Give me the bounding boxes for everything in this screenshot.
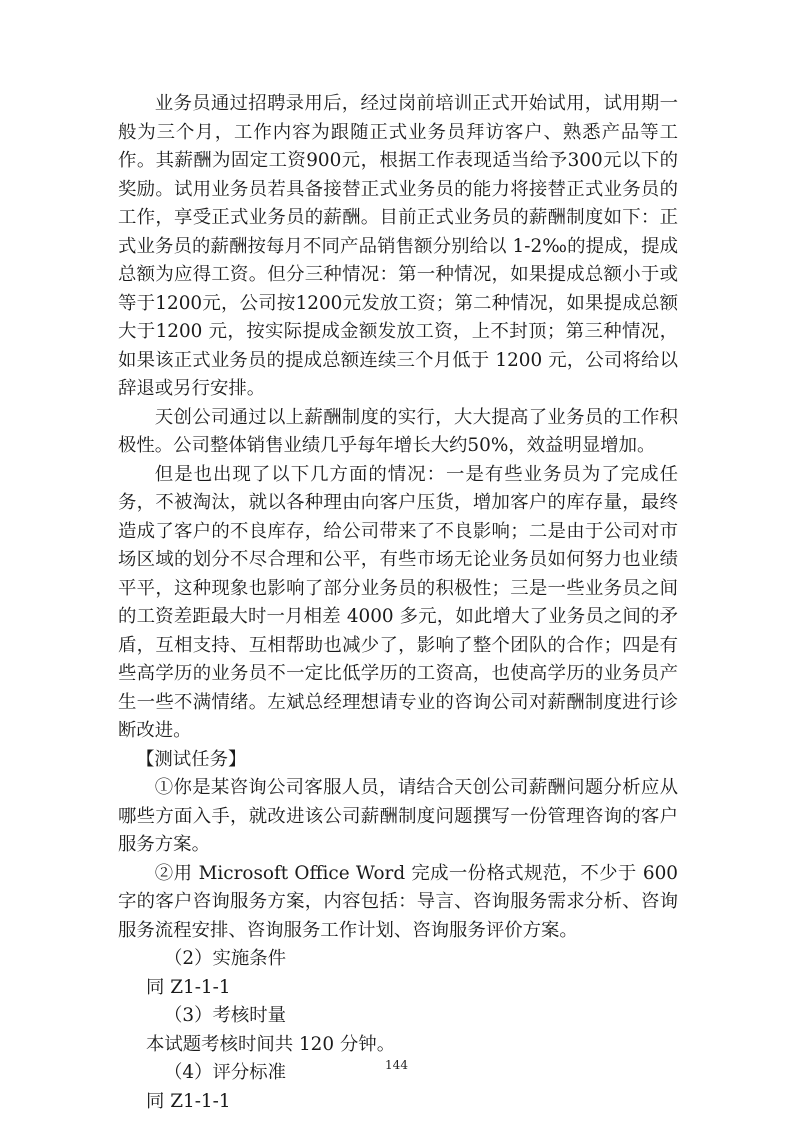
paragraph-results: 天创公司通过以上薪酬制度的实行，大大提高了业务员的工作积极性。公司整体销售业绩几乎每年增长大约50%，效益明显增加。 bbox=[118, 406, 678, 456]
section-3-heading: （3）考核时量 bbox=[164, 1005, 287, 1026]
document-body bbox=[118, 90, 678, 1116]
task-item-1: ①你是某咨询公司客服人员，请结合天创公司薪酬问题分析应从哪些方面入手，就改进该公司薪酬制度问题撰写一份管理咨询的客户服务方案。 bbox=[118, 777, 678, 855]
page-number: 144 bbox=[385, 1058, 408, 1072]
section-4-heading: （4）评分标准 bbox=[164, 1062, 287, 1083]
section-2-text: 同 Z1-1-1 bbox=[146, 976, 231, 998]
paragraph-problems: 但是也出现了以下几方面的情况：一是有些业务员为了完成任务，不被淘汰，就以各种理由向客户压货，增加客户的库存量，最终造成了客户的不良库存，给公司带来了不良影响；二是由于公司对市场区域的划分不尽合理和公平，有些市场无论业务员如何努力也业绩平平，这种现象也影响了部分业务员的积极性；三是一些业务员之间的工资差距最大时一月相差 4000 多元，如此增大了业务员之间的矛盾，互相支持、互相帮助也减少了，影响了整个团队的合作；四是有些高学历的业务员不一定比低学历的工资高，也使高学历的业务员产生一些不满情绪。左斌总经理想请专业的咨询公司对薪酬制度进行诊断改进。 bbox=[118, 463, 678, 741]
section-4-text: 同 Z1-1-1 bbox=[146, 1090, 231, 1112]
section-2-heading: （2）实施条件 bbox=[164, 948, 287, 969]
section-3-text: 本试题考核时间共 120 分钟。 bbox=[146, 1033, 396, 1055]
test-task-heading: 【测试任务】 bbox=[136, 748, 247, 770]
task-item-2: ②用 Microsoft Office Word 完成一份格式规范，不少于 600 字的客户咨询服务方案，内容包括：导言、咨询服务需求分析、咨询服务流程安排、咨询服务工作计划、咨询服务评价方案。 bbox=[118, 862, 678, 941]
paragraph-probation-salary: 业务员通过招聘录用后，经过岗前培训正式开始试用，试用期一般为三个月，工作内容为跟随正式业务员拜访客户、熟悉产品等工作。其薪酬为固定工资900元，根据工作表现适当给予300元以下的奖励。试用业务员若具备接替正式业务员的能力将接替正式业务员的工作，享受正式业务员的薪酬。目前正式业务员的薪酬制度如下：正式业务员的薪酬按每月不同产品销售额分别给以 1-2‰的提成，提成总额为应得工资。但分三种情况：第一种情况，如果提成总额小于或等于1200元，公司按1200元发放工资；第二种情况，如果提成总额大于1200 元，按实际提成金额发放工资，上不封顶；第三种情况，如果该正式业务员的提成总额连续三个月低于 1200 元，公司将给以辞退或另行安排。 bbox=[118, 93, 678, 399]
